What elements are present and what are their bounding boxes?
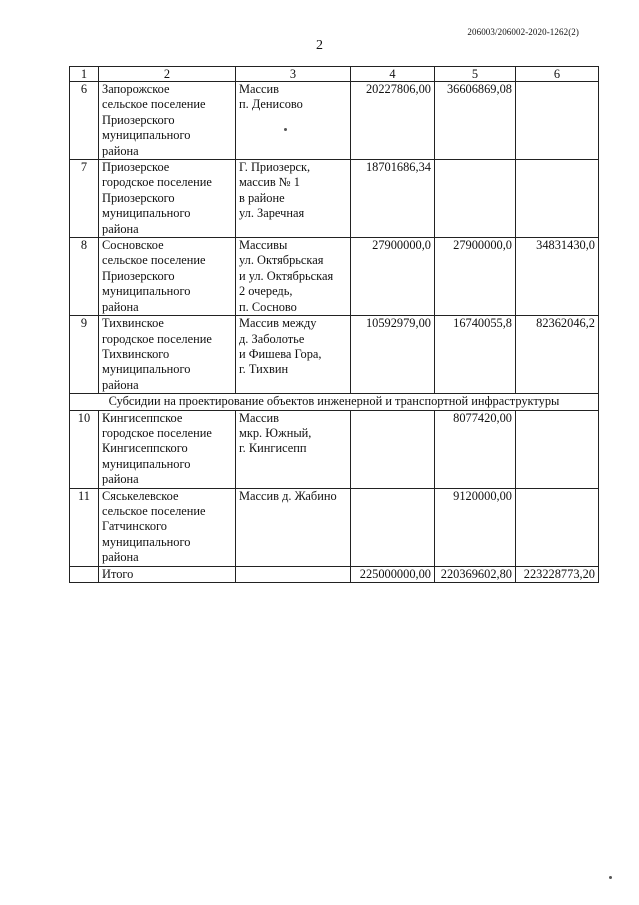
column-header: 3 <box>236 67 351 82</box>
amount-col5: 8077420,00 <box>435 410 516 488</box>
column-header-row <box>70 67 599 82</box>
settlement-name <box>99 410 236 488</box>
settlement-name-line: муниципального <box>102 456 191 471</box>
settlement-name-line: района <box>102 299 139 314</box>
amount-col6: 34831430,0 <box>516 238 599 316</box>
total-col5: 220369602,80 <box>435 566 516 582</box>
total-label: Итого <box>99 566 236 582</box>
amount-col6 <box>516 160 599 238</box>
site-description-line: г. Тихвин <box>239 362 289 377</box>
site-description-line: ул. Заречная <box>239 206 305 221</box>
settlement-name-line: Тихвинского <box>102 346 170 361</box>
row-number: 11 <box>70 488 99 566</box>
table-row <box>70 488 599 566</box>
settlement-name-line: Тихвинское <box>102 316 164 331</box>
row-number: 8 <box>70 238 99 316</box>
column-header: 6 <box>516 67 599 82</box>
site-description-line: Массив д. Жабино <box>239 488 337 503</box>
site-description-line: Массивы <box>239 238 288 253</box>
settlement-name-line: Кингисеппского <box>102 441 188 456</box>
section-row <box>70 394 599 410</box>
settlement-name-line: района <box>102 221 139 236</box>
amount-col4: 10592979,00 <box>351 316 435 394</box>
total-row <box>70 566 599 582</box>
settlement-name-line: муниципального <box>102 534 191 549</box>
site-description-line: п. Денисово <box>239 97 303 112</box>
settlement-name-line: городское поселение <box>102 175 212 190</box>
site-description-line: мкр. Южный, <box>239 425 312 440</box>
settlement-name-line: района <box>102 143 139 158</box>
amount-col4: 20227806,00 <box>351 82 435 160</box>
amount-col5: 36606869,08 <box>435 82 516 160</box>
amount-col4: 27900000,0 <box>351 238 435 316</box>
site-description <box>236 316 351 394</box>
settlement-name <box>99 488 236 566</box>
total-col6: 223228773,20 <box>516 566 599 582</box>
site-description-line: в районе <box>239 190 285 205</box>
site-description-line: Массив <box>239 410 279 425</box>
site-description <box>236 410 351 488</box>
site-description <box>236 238 351 316</box>
amount-col5: 16740055,8 <box>435 316 516 394</box>
site-description-line: 2 очередь, <box>239 284 293 299</box>
settlement-name-line: Запорожское <box>102 82 170 96</box>
amount-col4: 18701686,34 <box>351 160 435 238</box>
row-number: 10 <box>70 410 99 488</box>
amount-col6 <box>516 410 599 488</box>
settlement-name-line: муниципального <box>102 128 191 143</box>
row-number: 6 <box>70 82 99 160</box>
total-blank <box>236 566 351 582</box>
row-number: 9 <box>70 316 99 394</box>
amount-col5 <box>435 160 516 238</box>
column-header: 2 <box>99 67 236 82</box>
site-description <box>236 82 351 160</box>
settlement-name-line: Сяськелевское <box>102 488 179 503</box>
settlement-name-line: муниципального <box>102 362 191 377</box>
table-row <box>70 410 599 488</box>
site-description-line: п. Сосново <box>239 299 297 314</box>
amount-col6: 82362046,2 <box>516 316 599 394</box>
settlement-name <box>99 82 236 160</box>
total-blank <box>70 566 99 582</box>
settlement-name-line: сельское поселение <box>102 97 206 112</box>
amount-col5: 27900000,0 <box>435 238 516 316</box>
table-row <box>70 160 599 238</box>
settlement-name-line: Приозерского <box>102 190 175 205</box>
settlement-name-line: городское поселение <box>102 425 212 440</box>
document-code: 206003/206002-2020-1262(2) <box>467 27 579 37</box>
settlement-name-line: Сосновское <box>102 238 164 253</box>
total-col4: 225000000,00 <box>351 566 435 582</box>
settlement-name <box>99 238 236 316</box>
site-description-line: г. Кингисепп <box>239 441 307 456</box>
site-description <box>236 160 351 238</box>
settlement-name-line: района <box>102 377 139 392</box>
settlement-name-line: Кингисеппское <box>102 410 183 425</box>
section-title: Субсидии на проектирование объектов инженерной и транспортной инфраструктуры <box>70 394 599 410</box>
site-description-line: Массив <box>239 82 279 96</box>
amount-col5: 9120000,00 <box>435 488 516 566</box>
settlement-name-line: Приозерского <box>102 112 175 127</box>
site-description <box>236 488 351 566</box>
site-description-line: д. Заболотье <box>239 331 305 346</box>
column-header: 4 <box>351 67 435 82</box>
row-number: 7 <box>70 160 99 238</box>
settlement-name-line: муниципального <box>102 206 191 221</box>
settlement-name-line: муниципального <box>102 284 191 299</box>
table-row <box>70 238 599 316</box>
site-description-line: и Фишева Гора, <box>239 346 322 361</box>
scan-speck <box>284 128 287 131</box>
settlement-name-line: сельское поселение <box>102 253 206 268</box>
settlement-name-line: городское поселение <box>102 331 212 346</box>
settlement-name <box>99 160 236 238</box>
site-description-line: массив № 1 <box>239 175 300 190</box>
subsidy-table <box>69 66 599 583</box>
scan-speck <box>609 876 612 879</box>
settlement-name-line: района <box>102 550 139 565</box>
site-description-line: Г. Приозерск, <box>239 160 311 175</box>
column-header: 5 <box>435 67 516 82</box>
amount-col4 <box>351 410 435 488</box>
settlement-name-line: района <box>102 472 139 487</box>
settlement-name-line: сельское поселение <box>102 503 206 518</box>
column-header: 1 <box>70 67 99 82</box>
settlement-name-line: Приозерского <box>102 268 175 283</box>
settlement-name-line: Приозерское <box>102 160 170 175</box>
amount-col4 <box>351 488 435 566</box>
settlement-name <box>99 316 236 394</box>
page-number: 2 <box>316 38 323 53</box>
settlement-name-line: Гатчинского <box>102 519 167 534</box>
site-description-line: ул. Октябрьская <box>239 253 324 268</box>
site-description-line: и ул. Октябрьская <box>239 268 334 283</box>
table-row <box>70 316 599 394</box>
amount-col6 <box>516 82 599 160</box>
site-description-line: Массив между <box>239 316 317 331</box>
table-row <box>70 82 599 160</box>
amount-col6 <box>516 488 599 566</box>
